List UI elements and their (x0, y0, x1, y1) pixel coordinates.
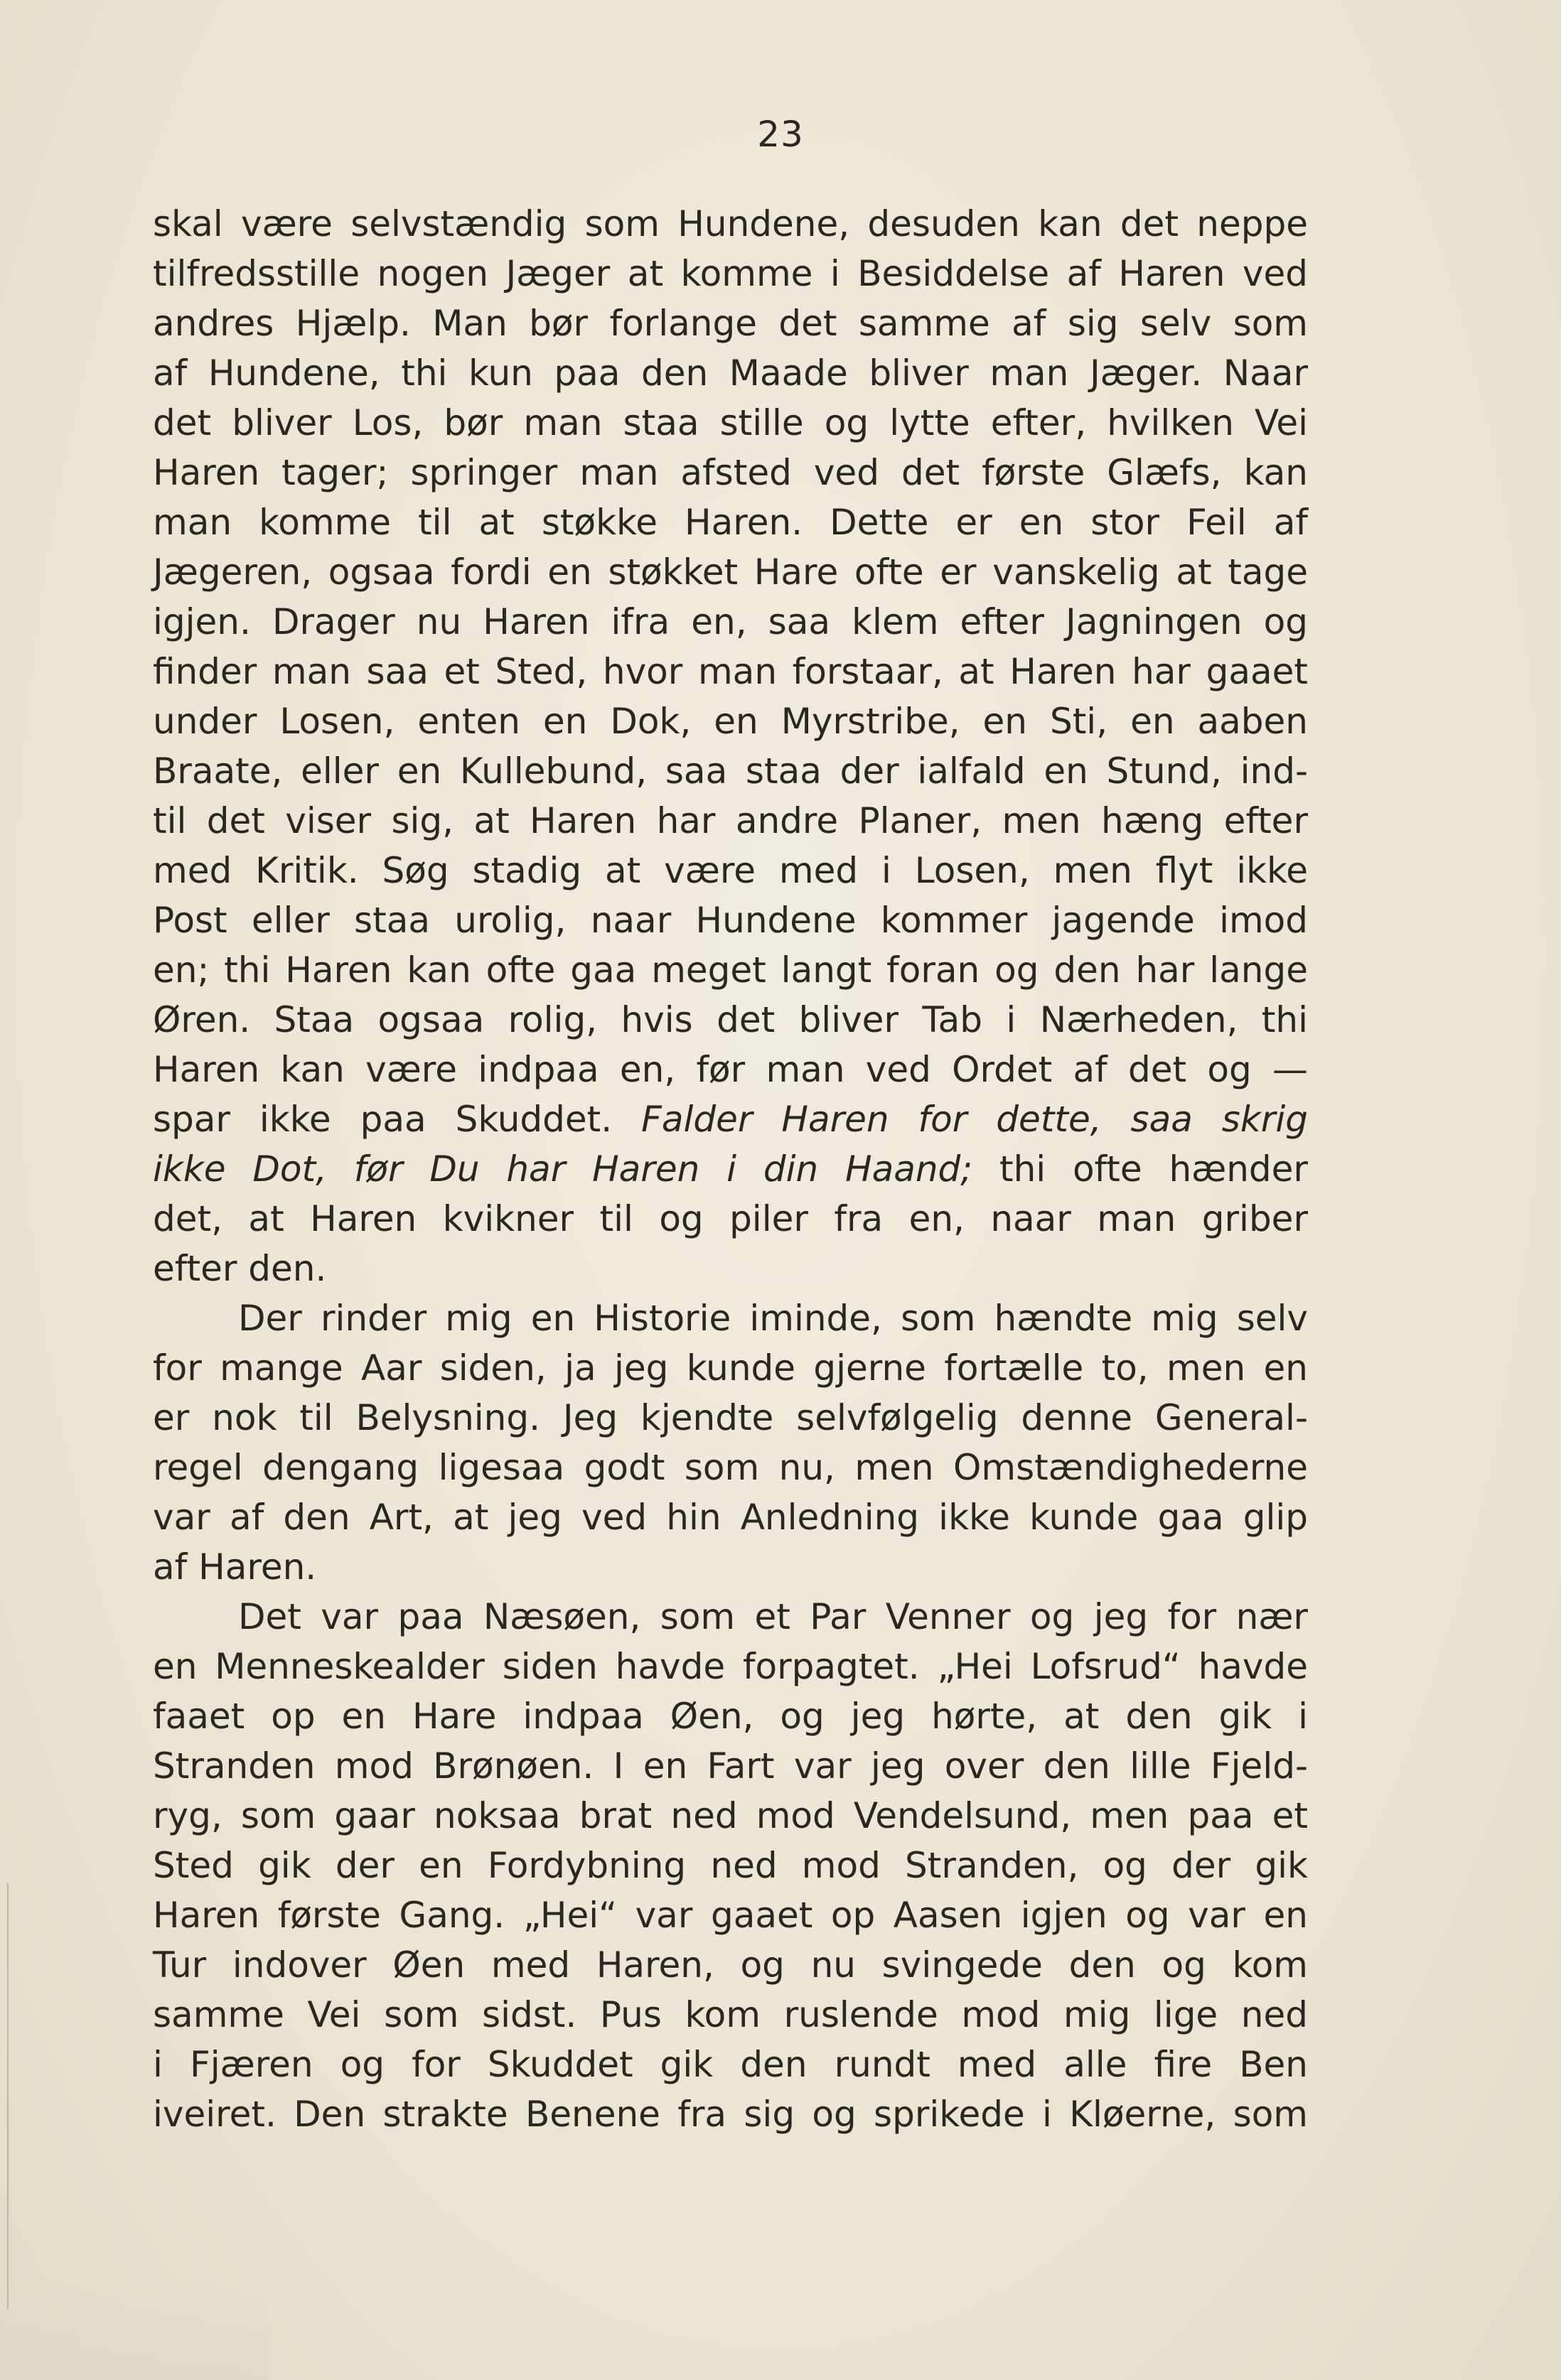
text-line (153, 895, 1308, 945)
text-line (153, 1393, 1308, 1443)
text-line (153, 597, 1308, 647)
text-line-content: af Hundene, thi kun paa den Maade bliver man Jæger. Naar (153, 352, 1308, 394)
text-line-content: Øren. Staa ogsaa rolig, hvis det bliver Tab i Nærheden, thi (153, 999, 1308, 1040)
text-line (153, 1045, 1308, 1094)
page-edge-mark (7, 1883, 9, 2310)
text-line-content: Braate, eller en Kullebund, saa staa der ialfald en Stund, ind- (153, 750, 1308, 792)
text-line-content: Det var paa Næsøen, som et Par Venner og jeg for nær (238, 1596, 1308, 1637)
text-line-content: i Fjæren og for Skuddet gik den rundt med alle fire Ben (153, 2044, 1308, 2085)
italic-text: Falder Haren for dette, saa skrig (641, 1099, 1308, 1140)
text-line-content: var af den Art, at jeg ved hin Anledning ikke kunde gaa glip (153, 1497, 1308, 1538)
text-line (153, 945, 1308, 995)
text-line-content: er nok til Belysning. Jeg kjendte selvfølgelig denne General- (153, 1397, 1308, 1438)
text-line (153, 298, 1308, 348)
text-line-content: en; thi Haren kan ofte gaa meget langt foran og den har lange (153, 949, 1308, 991)
text-line (153, 497, 1308, 547)
text-line-content: en Menneskealder siden havde forpagtet. „Hei Lofsrud“ havde (153, 1646, 1308, 1687)
text-line (153, 1940, 1308, 1990)
text-line (153, 696, 1308, 746)
text-line-content: Tur indover Øen med Haren, og nu svingede den og kom (153, 1944, 1308, 1986)
text-line (153, 1642, 1308, 1691)
text-line-content: Stranden mod Brønøen. I en Fart var jeg over den lille Fjeld- (153, 1745, 1308, 1787)
text-line-content: under Losen, enten en Dok, en Myrstribe, en Sti, en aaben (153, 701, 1308, 742)
text-line (153, 1542, 1308, 1592)
text-line (153, 2089, 1308, 2139)
text-line (153, 647, 1308, 696)
text-line-content: Jægeren, ogsaa fordi en støkket Hare ofte er vanskelig at tage (153, 551, 1308, 593)
page-number: 23 (757, 114, 804, 155)
text-line (153, 1592, 1308, 1642)
text-line (153, 1094, 1308, 1144)
text-line (153, 348, 1308, 398)
text-line-content: efter den. (153, 1248, 327, 1289)
text-line (153, 995, 1308, 1045)
text-line-content: af Haren. (153, 1546, 317, 1588)
text-line-content: andres Hjælp. Man bør forlange det samme af sig selv som (153, 303, 1308, 344)
text-line (153, 1841, 1308, 1890)
text-line-content: thi ofte hænder (972, 1148, 1308, 1190)
text-line-content: skal være selvstændig som Hundene, desuden kan det neppe (153, 203, 1308, 244)
text-line (153, 1244, 1308, 1293)
text-line (153, 1194, 1308, 1244)
italic-text: ikke Dot, før Du har Haren i din Haand; (153, 1148, 973, 1190)
text-line-content: iveiret. Den strakte Benene fra sig og sprikede i Kløerne, som (153, 2094, 1308, 2135)
text-line (153, 1144, 1308, 1194)
page-shadow (0, 2274, 270, 2380)
text-line-content: Haren kan være indpaa en, før man ved Ordet af det og — (153, 1049, 1308, 1090)
body-text (153, 199, 1308, 2139)
text-line (153, 1741, 1308, 1791)
text-line-content: Haren tager; springer man afsted ved det første Glæfs, kan (153, 452, 1308, 493)
text-line-content: faaet op en Hare indpaa Øen, og jeg hørte, at den gik i (153, 1696, 1308, 1737)
text-line (153, 1791, 1308, 1841)
text-line (153, 1890, 1308, 1940)
text-line (153, 746, 1308, 796)
text-line (153, 547, 1308, 597)
text-line-content: samme Vei som sidst. Pus kom ruslende mod mig lige ned (153, 1994, 1308, 2035)
text-line-content: regel dengang ligesaa godt som nu, men Omstændighederne (153, 1447, 1308, 1488)
text-line (153, 2040, 1308, 2089)
text-line (153, 1990, 1308, 2040)
text-line-content: Sted gik der en Fordybning ned mod Stranden, og der gik (153, 1845, 1308, 1886)
text-line-content: man komme til at støkke Haren. Dette er en stor Feil af (153, 502, 1308, 543)
text-line (153, 1343, 1308, 1393)
text-line-content: ryg, som gaar noksaa brat ned mod Vendelsund, men paa et (153, 1795, 1308, 1836)
text-line (153, 796, 1308, 846)
text-line (153, 1691, 1308, 1741)
text-line (153, 1443, 1308, 1492)
text-line (153, 846, 1308, 895)
text-line-content: for mange Aar siden, ja jeg kunde gjerne fortælle to, men en (153, 1347, 1308, 1389)
text-line-content: tilfredsstille nogen Jæger at komme i Besiddelse af Haren ved (153, 253, 1308, 294)
text-line-content: Haren første Gang. „Hei“ var gaaet op Aasen igjen og var en (153, 1895, 1308, 1936)
text-line-content: spar ikke paa Skuddet. (153, 1099, 642, 1140)
text-line-content: Der rinder mig en Historie iminde, som hændte mig selv (238, 1298, 1308, 1339)
text-line-content: Post eller staa urolig, naar Hundene kommer jagende imod (153, 900, 1308, 941)
text-line (153, 1293, 1308, 1343)
text-line (153, 398, 1308, 448)
text-line (153, 448, 1308, 497)
text-line-content: igjen. Drager nu Haren ifra en, saa klem efter Jagningen og (153, 601, 1308, 642)
text-line-content: til det viser sig, at Haren har andre Planer, men hæng efter (153, 800, 1308, 841)
text-line-content: finder man saa et Sted, hvor man forstaar, at Haren har gaaet (153, 651, 1308, 692)
text-line (153, 1492, 1308, 1542)
text-line-content: det, at Haren kvikner til og piler fra en, naar man griber (153, 1198, 1308, 1239)
text-line-content: med Kritik. Søg stadig at være med i Losen, men flyt ikke (153, 850, 1308, 891)
text-line-content: det bliver Los, bør man staa stille og lytte efter, hvilken Vei (153, 402, 1308, 443)
text-line (153, 249, 1308, 298)
text-line (153, 199, 1308, 249)
